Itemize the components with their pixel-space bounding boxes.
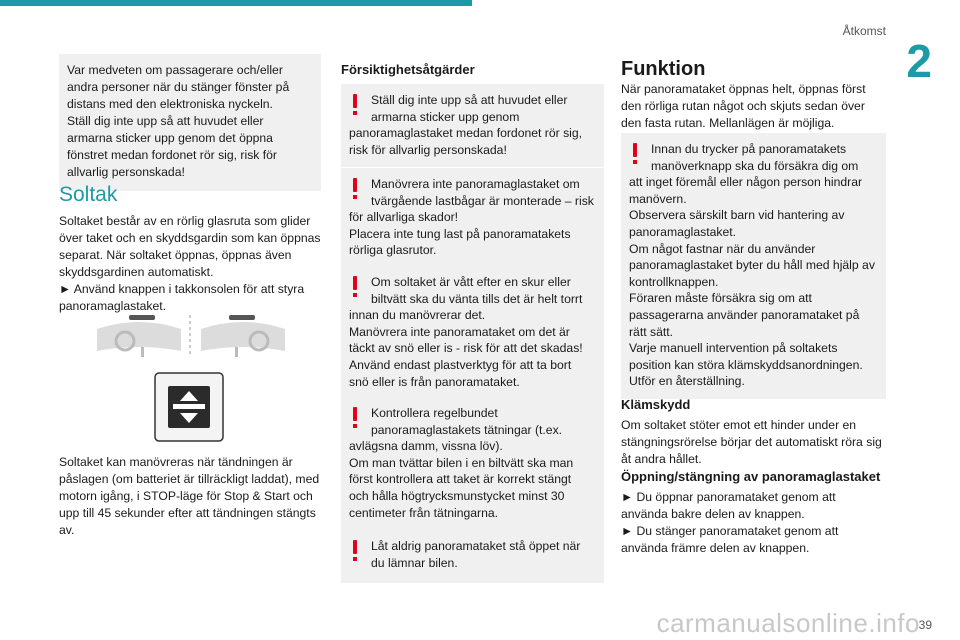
funktion-heading: Funktion (621, 58, 706, 80)
warning-5-lead: Låt aldrig panoramataket stå öppet när du lämnar bilen. (371, 539, 581, 570)
warning-box-5 (341, 530, 604, 583)
warning-2-text: för allvarliga skador! Placera inte tung last på panoramatakets rörliga glasrutor. (349, 210, 571, 258)
warning-icon (353, 178, 357, 192)
console-left-icon (97, 315, 181, 357)
warning-box-2 (341, 168, 604, 268)
soltak-operation-text: Soltaket kan manövreras när tändningen är påslagen (om batteriet är tillräckligt laddat), med motorn igång, i STOP-läge för Stop & Start och upp till 45 sekunder efter att tändningen stängts av. (59, 455, 320, 537)
warning-box-3 (341, 266, 604, 399)
funktion-intro: När panoramataket öppnas helt, öppnas först den rörliga rutan något och skjuts sedan över den fasta rutan. Mellanlägen är möjliga. (621, 82, 866, 130)
section-title: Åtkomst (842, 24, 886, 38)
precautions-heading: Försiktighetsåtgärder (341, 62, 475, 77)
top-accent-bar (0, 0, 472, 6)
warning-1-lead: Ställ dig inte upp så att huvudet eller armarna sticker upp genom (371, 93, 568, 124)
warning-box-1 (341, 84, 604, 167)
warning-icon (353, 407, 357, 421)
klamskydd-text: Om soltaket stöter emot ett hinder under en stängningsrörelse börjar det automatiskt röra sig åt andra hållet. (621, 418, 882, 466)
soltak-heading: Soltak (59, 183, 118, 206)
warning-3-lead: Om soltaket är vått efter en skur eller biltvätt ska du vänta tills det är helt torrt (371, 275, 583, 306)
open-close-heading: Öppning/stängning av panoramaglastaket (621, 469, 881, 484)
passenger-note: Var medveten om passagerare och/eller andra personer när du stänger fönster på distans med den elektroniska nyckeln. Ställ dig inte upp så att huvudet eller armarna sticker upp genom det öppna fönstret medan fordonet rör sig, risk för allvarlig personskada! (59, 54, 321, 191)
function-warning-lead: Innan du trycker på panoramatakets manöverknapp ska du försäkra dig om (651, 142, 859, 173)
sunroof-button-icon (155, 373, 223, 441)
page-number: 39 (918, 618, 932, 632)
soltak-intro: Soltaket består av en rörlig glasruta som glider över taket och en skyddsgardin som kan öppnas separat. När soltaket öppnas, öppnas även skyddsgardinen automatiskt. ► Använd knappen i takkonsolen för att styra panoramaglastaket. (59, 214, 321, 313)
warning-icon (353, 94, 357, 108)
console-right-icon (201, 315, 285, 357)
warning-icon (353, 540, 357, 554)
watermark: carmanualsonline.info (656, 608, 920, 638)
roof-console-illustration (89, 313, 311, 445)
function-warning-text: att inget föremål eller någon person hindrar manövern. Observera särskilt barn vid hantering av panoramaglastaket. Om något fastnar när du använder panoramaglastaket byter du håll med hjälp av kontrollknappen. Föraren måste försäkra sig om att passagerarna använder panoramataket på rätt sätt. Varje manuell intervention på soltakets position kan störa klämskyddsanordningen. Utför en återställning. (629, 175, 875, 389)
warning-1-text: panoramaglastaket medan fordonet rör sig, risk för allvarlig personskada! (349, 126, 583, 157)
chapter-number: 2 (906, 35, 932, 87)
warning-icon (633, 143, 637, 157)
warning-4-lead: Kontrollera regelbundet panoramaglastakets tätningar (t.ex. (371, 406, 563, 437)
warning-2-lead: Manövrera inte panoramaglastaket om tvärgående lastbågar är monterade – risk (371, 177, 594, 208)
open-close-text: ► Du öppnar panoramataket genom att använda bakre delen av knappen. ► Du stänger panoramataket genom att använda främre delen av knappen. (621, 490, 839, 555)
warning-box-function (621, 133, 886, 399)
warning-3-text: innan du manövrerar det. Manövrera inte panoramataket om det är täckt av snö eller is - risk för att det skadas! Använd endast plastverktyg för att ta bort snö eller is från panoramataket. (349, 308, 583, 389)
warning-4-text: avlägsna damm, vissna löv). Om man tvättar bilen i en biltvätt ska man först kontrollera att taket är korrekt stängt och hålla högtrycksmunstycket minst 30 centimeter från tätningarna. (349, 439, 574, 520)
klamskydd-heading: Klämskydd (621, 397, 691, 412)
warning-box-4 (341, 397, 604, 530)
warning-icon (353, 276, 357, 290)
